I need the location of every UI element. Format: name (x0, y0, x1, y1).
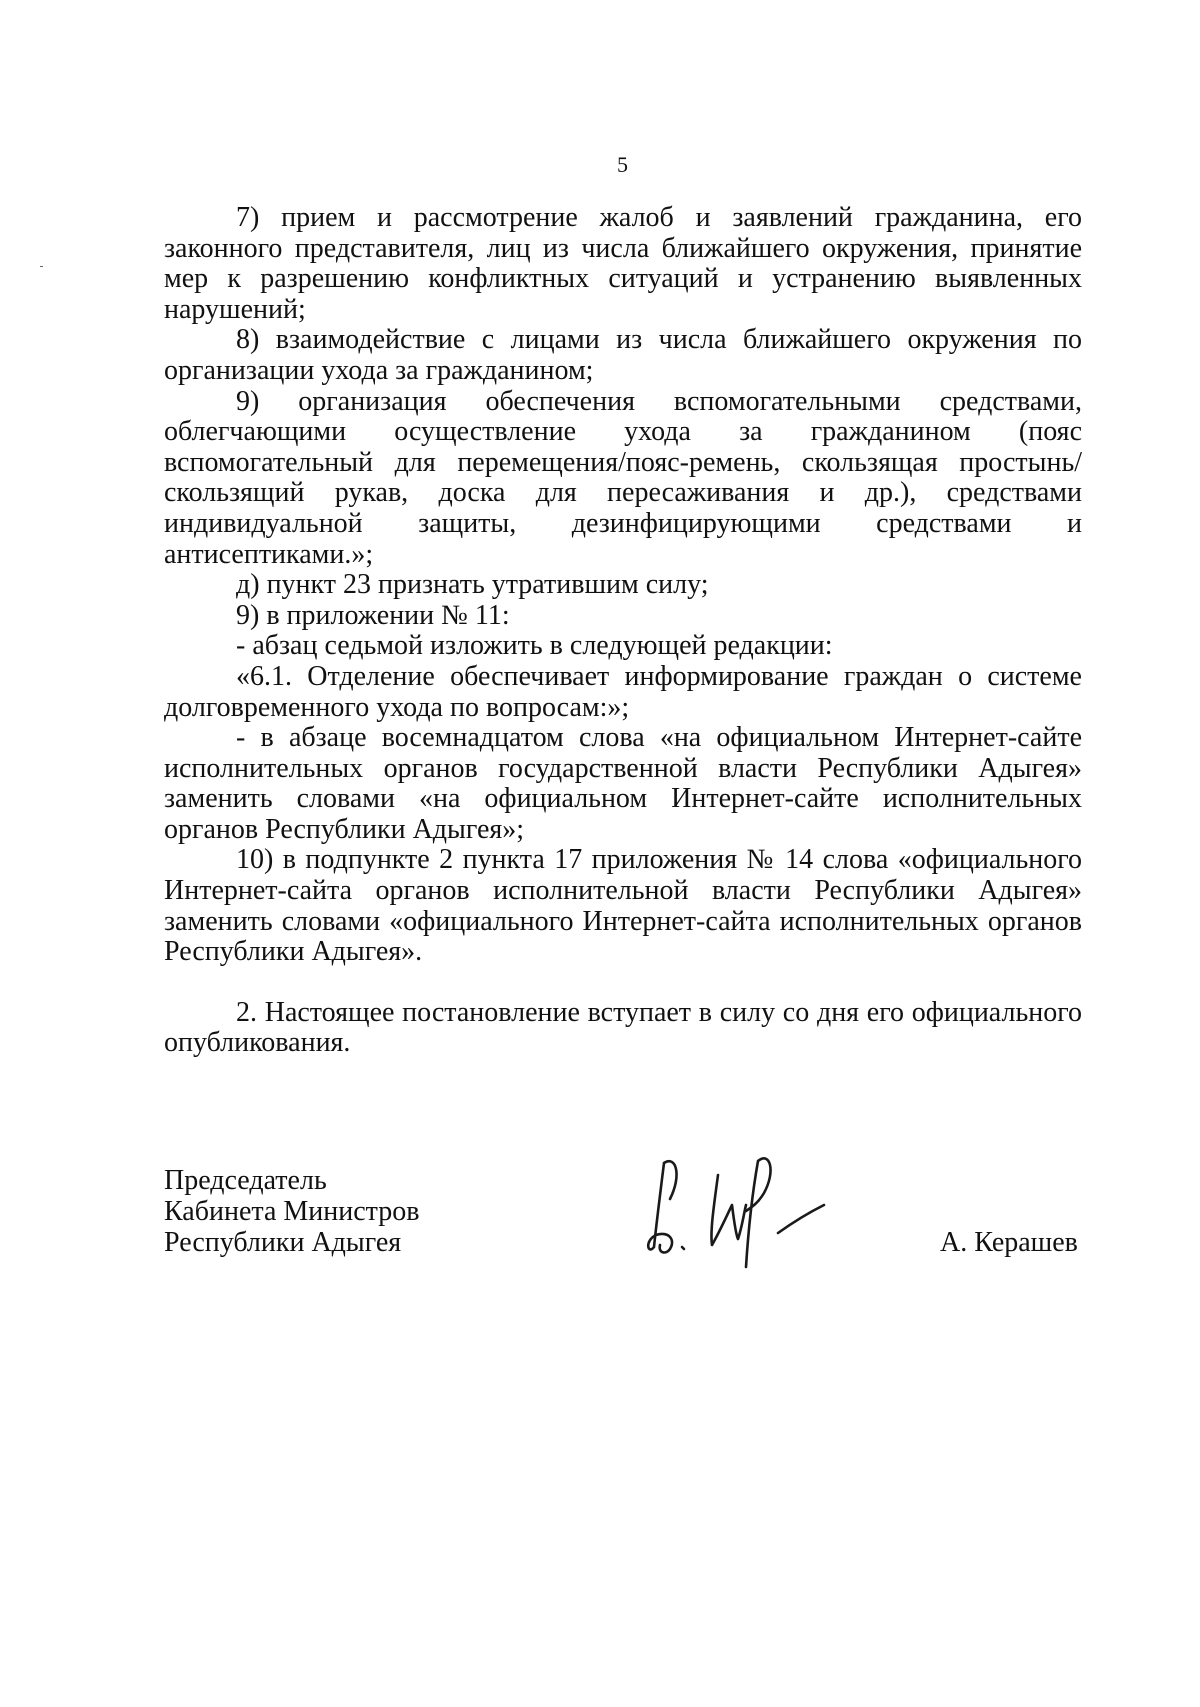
signatory-title-line: Председатель (164, 1165, 327, 1196)
paragraph-item-10: 10) в подпункте 2 пункта 17 приложения № 14 слова «официального Интернет-сайта органов исполнительной власти Республики Адыгея» заменить словами «официального Интернет-сайта исполнительных органов Республики Адыгея». (164, 844, 1082, 968)
paragraph-quote-6-1: «6.1. Отделение обеспечивает информирование граждан о системе долговременного ухода по вопросам:»; (164, 660, 1082, 723)
paragraph-effective-date: 2. Настоящее постановление вступает в силу со дня его официального опубликования. (164, 996, 1082, 1059)
signatory-title-line: Республики Адыгея (164, 1227, 402, 1258)
paragraph-item-9: 9) организация обеспечения вспомогательными средствами, облегчающими осуществление ухода за гражданином (пояс вспомогательный для перемещения/пояс-ремень, скользящая простынь/скользящий рукав, доска для пересаживания и др.), средствами индивидуальной защиты, дезинфицирующими средствами и антисептиками.»; (164, 385, 1082, 570)
page-number: 5 (617, 152, 628, 177)
paragraph-item-7: 7) прием и рассмотрение жалоб и заявлений гражданина, его законного представителя, лиц из числа ближайшего окружения, принятие мер к разрешению конфликтных ситуаций и устранению выявленных нарушений; (164, 202, 1082, 325)
paragraph-point-d: д) пункт 23 признать утратившим силу; (236, 569, 709, 601)
paragraph-abzac-7: - абзац седьмой изложить в следующей редакции: (236, 630, 833, 662)
paragraph-abzac-18: - в абзаце восемнадцатом слова «на официальном Интернет-сайте исполнительных органов государственной власти Республики Адыгея» заменить словами «на официальном Интернет-сайте исполнительных органов Республики Адыгея»; (164, 722, 1082, 845)
margin-speck (40, 266, 43, 267)
signatory-title (164, 1165, 419, 1258)
document-body (164, 203, 1082, 1059)
signatory-name: А. Керашев (940, 1227, 1078, 1258)
signatory-title-line: Кабинета Министров (164, 1196, 420, 1227)
handwritten-signature (640, 1135, 840, 1275)
paragraph-appendix-11: 9) в приложении № 11: (236, 599, 510, 631)
paragraph-item-8: 8) взаимодействие с лицами из числа ближайшего окружения по организации ухода за гражданином; (164, 324, 1082, 386)
